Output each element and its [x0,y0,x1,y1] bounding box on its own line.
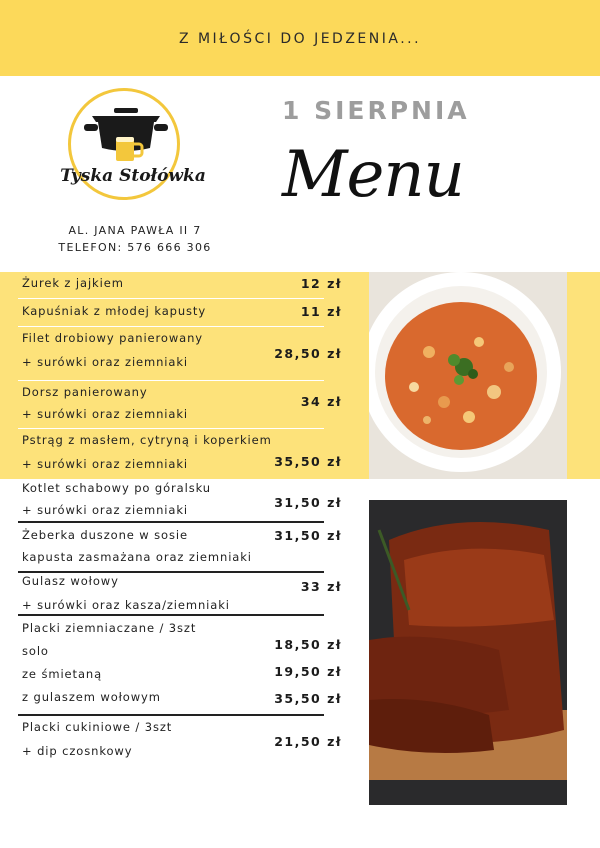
address-block [40,222,230,256]
item-name: Gulasz wołowy [22,574,119,588]
item-price: 11 zł [300,304,342,319]
divider [18,380,324,381]
menu-item [18,481,342,521]
item-name: Placki ziemniaczane / 3szt [22,621,197,635]
divider [18,326,324,327]
menu-item [18,385,342,427]
logo-name: Tyska Stołówka [60,166,206,186]
item-name: Żurek z jajkiem [22,276,124,290]
item-name: Filet drobiowy panierowany [22,331,203,345]
item-price: 21,50 zł [274,734,342,749]
menu-heading: Menu [282,138,464,212]
item-name: Pstrąg z masłem, cytryną i koperkiem [22,433,272,447]
ribs-photo [369,500,567,805]
item-variant: solo [22,644,49,658]
item-price: 31,50 zł [274,528,342,543]
item-name: Dorsz panierowany [22,385,148,399]
menu-item [18,720,342,762]
divider [18,614,324,616]
phone-number: TELEFON: 576 666 306 [58,241,212,254]
menu-item [18,574,342,616]
menu-item [18,528,342,570]
item-name: Żeberka duszone w sosie [22,528,188,542]
item-price: 35,50 zł [274,454,342,469]
menu-item [18,433,342,475]
menu-date: 1 SIERPNIA [282,96,470,125]
item-price: 19,50 zł [274,664,342,679]
item-side: + surówki oraz ziemniaki [22,407,188,421]
item-price: 35,50 zł [274,691,342,706]
item-variant: z gulaszem wołowym [22,690,161,704]
item-name: Placki cukiniowe / 3szt [22,720,173,734]
item-side: + dip czosnkowy [22,744,133,758]
item-side: + surówki oraz ziemniaki [22,355,188,369]
item-price: 18,50 zł [274,637,342,652]
item-price: 33 zł [300,579,342,594]
menu-item [18,331,342,377]
menu-item [18,304,342,328]
item-price: 12 zł [300,276,342,291]
item-name: Kotlet schabowy po góralsku [22,481,211,495]
item-side: + surówki oraz ziemniaki [22,503,188,517]
item-variant: ze śmietaną [22,667,103,681]
divider [18,428,324,429]
tagline: Z MIŁOŚCI DO JEDZENIA... [178,31,422,47]
soup-photo [369,272,567,479]
item-side: + surówki oraz kasza/ziemniaki [22,598,230,612]
item-side: + surówki oraz ziemniaki [22,457,188,471]
item-side: kapusta zasmażana oraz ziemniaki [22,550,252,564]
item-price: 28,50 zł [274,346,342,361]
divider [18,714,324,716]
restaurant-logo [58,86,206,206]
divider [18,571,324,573]
street-address: AL. JANA PAWŁA II 7 [68,224,202,237]
divider [18,298,324,299]
item-price: 34 zł [300,394,342,409]
menu-item [18,621,342,709]
divider [18,521,324,523]
beer-mug-icon [114,136,144,164]
item-name: Kapuśniak z młodej kapusty [22,304,207,318]
item-price: 31,50 zł [274,495,342,510]
